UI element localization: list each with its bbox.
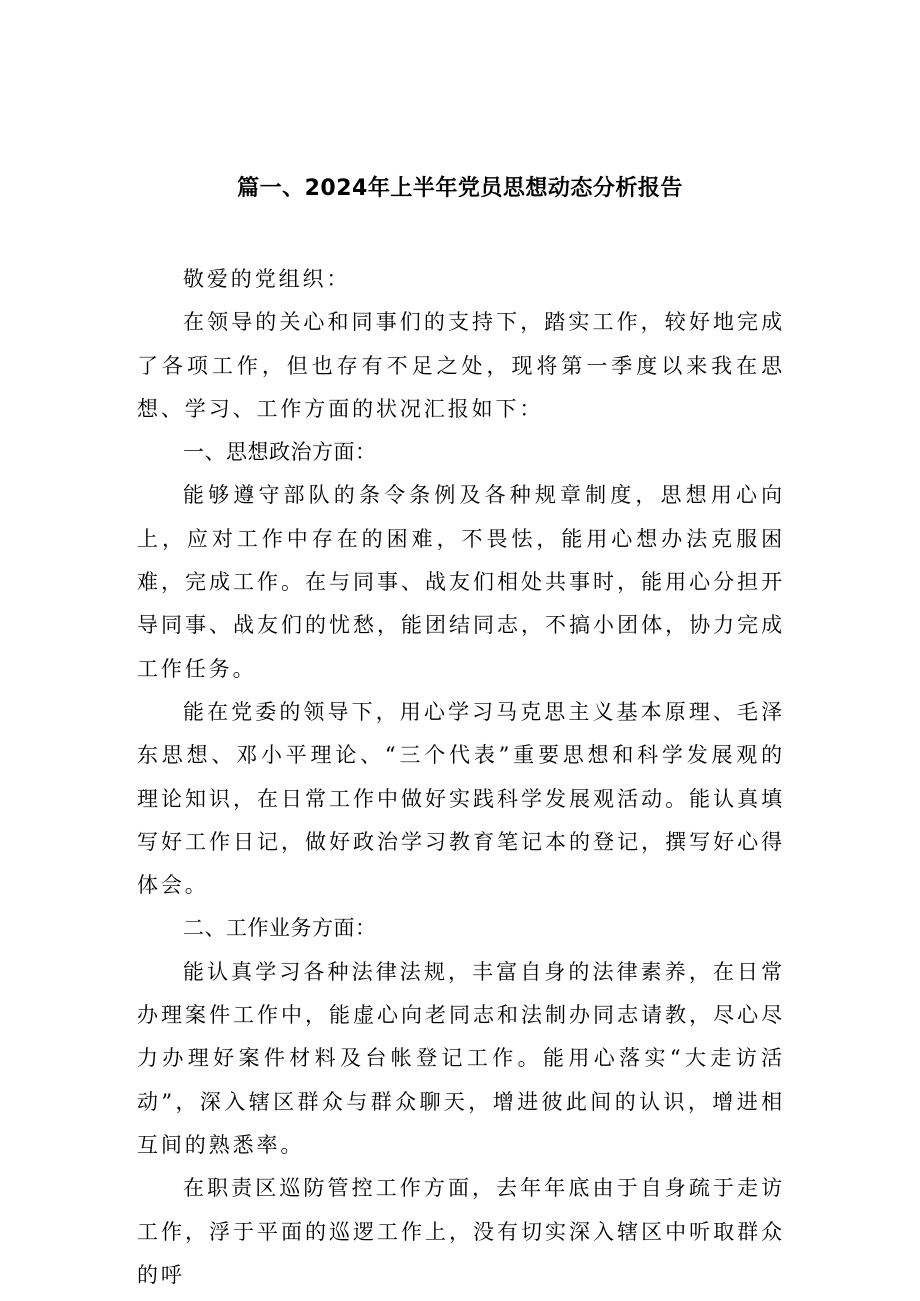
document-title: 篇一、2024年上半年党员思想动态分析报告 [237,175,683,201]
intro-paragraph: 在领导的关心和同事们的支持下，踏实工作，较好地完成了各项工作，但也存有不足之处，现将第一季度以来我在思想、学习、工作方面的状况汇报如下： [137,310,785,421]
section-heading-ideology: 一、思想政治方面： [183,440,377,465]
section2-paragraph: 在职责区巡防管控工作方面，去年年底由于自身疏于走访工作，浮于平面的巡逻工作上，没有切实深入辖区中听取群众的呼 [137,1176,785,1287]
section1-paragraph: 能够遵守部队的条令条例及各种规章制度，思想用心向上，应对工作中存在的困难，不畏怯，能用心想办法克服困难，完成工作。在与同事、战友们相处共事时，能用心分担开导同事、战友们的忧愁，能团结同志，不搞小团体，协力完成工作任务。 [137,483,785,681]
section-heading-work: 二、工作业务方面： [183,916,377,941]
section1-paragraph: 能在党委的领导下，用心学习马克思主义基本原理、毛泽东思想、邓小平理论、“三个代表”重要思想和科学发展观的理论知识，在日常工作中做好实践科学发展观活动。能认真填写好工作日记，做好政治学习教育笔记本的登记，撰写好心得体会。 [137,699,785,898]
salutation: 敬爱的党组织： [183,267,351,291]
section2-paragraph: 能认真学习各种法律法规，丰富自身的法律素养，在日常办理案件工作中，能虚心向老同志和法制办同志请教，尽心尽力办理好案件材料及台帐登记工作。能用心落实“大走访活动”，深入辖区群众与群众聊天，增进彼此间的认识，增进相互间的熟悉率。 [137,959,785,1157]
document-body [137,258,785,1297]
